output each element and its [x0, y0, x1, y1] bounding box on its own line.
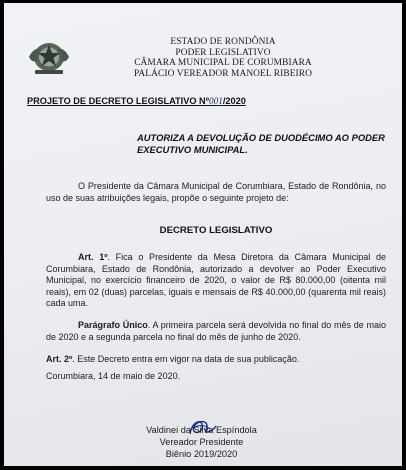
project-number-handwritten: 001 — [209, 96, 223, 106]
article-1-text: . Fica o Presidente da Mesa Diretora da Câmara Municipal de Corumbiara, Estado de Rondônia, autorizado a devolver ao Poder Executivo Municipal, no exercício financeiro de 2020, o valor de R$ 80.000,00 (oitenta mil reais), em 02 (duas) parcelas, iguais e mensais de R$ 40.000,00 (quarenta mil reais) cada uma. — [46, 252, 386, 309]
coat-of-arms-icon — [26, 37, 72, 77]
article-2 — [46, 354, 386, 366]
header-state: ESTADO DE RONDÔNIA — [170, 37, 276, 47]
article-1 — [46, 252, 386, 310]
signatory-term: Biênio 2019/2020 — [165, 448, 238, 459]
sole-paragraph-text: . A primeira parcela será devolvida no final do mês de maio de 2020 e a segunda parcela no final do mês de junho de 2020. — [46, 320, 386, 342]
project-year: /2020 — [222, 96, 246, 106]
signatory-name: Valdinei da Silva Espíndola — [146, 425, 257, 435]
article-1-label: Art. 1º — [78, 252, 108, 262]
article-2-label: Art. 2º — [46, 354, 73, 364]
header-chamber: CÂMARA MUNICIPAL DE CORUMBIARA — [134, 58, 312, 69]
sole-paragraph — [46, 320, 386, 343]
article-2-text: . Este Decreto entra em vigor na data de sua publicação. — [72, 354, 300, 364]
sole-paragraph-label: Parágrafo Único — [78, 320, 148, 330]
document-page — [4, 3, 402, 466]
place-and-date: Corumbiara, 14 de maio de 2020. — [46, 371, 181, 381]
header-palace: PALÁCIO VEREADOR MANOEL RIBEIRO — [133, 68, 313, 79]
decree-heading: DECRETO LEGISLATIVO — [159, 225, 273, 236]
preamble-paragraph: O Presidente da Câmara Municipal de Corumbiara, Estado de Rondônia, no uso de suas atribuições legais, propõe o seguinte projeto de: — [46, 181, 386, 203]
signature-block — [114, 425, 289, 460]
header-branch: PODER LEGISLATIVO — [175, 47, 271, 58]
ementa: AUTORIZA A DEVOLUÇÃO DE DUODÉCIMO AO PODER EXECUTIVO MUNICIPAL. — [137, 132, 385, 155]
project-title — [27, 96, 246, 106]
signatory-role: Vereador Presidente — [159, 436, 244, 447]
project-title-prefix: PROJETO DE DECRETO LEGISLATIVO Nº — [27, 96, 210, 106]
letterhead — [108, 37, 338, 79]
